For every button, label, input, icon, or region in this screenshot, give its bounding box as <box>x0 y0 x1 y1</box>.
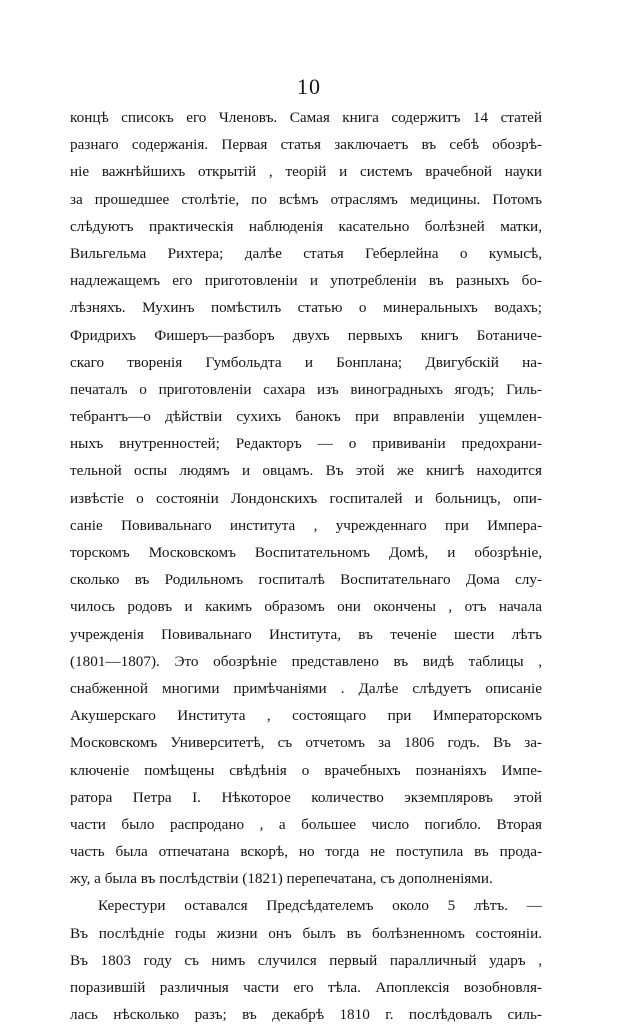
text-line: учрежденія Повивальнаго Института, въ теченіе шести лѣтъ <box>70 625 542 643</box>
text-line: надлежащемъ его приготовленіи и употребленіи въ разныхъ бо- <box>70 272 542 290</box>
text-line: поразившій различныя части его тѣла. Апоплексія возобновля- <box>70 979 542 996</box>
text-line: жу, а была въ послѣдствіи (1821) перепечатана, съ дополненіями. <box>70 870 493 888</box>
page-number: 10 <box>297 74 321 99</box>
text-line: лась нѣсколько разъ; въ декабрѣ 1810 г. послѣдовалъ силь- <box>70 1006 542 1024</box>
text-line: часть была отпечатана вскорѣ, но тогда не поступила въ прода- <box>70 843 542 861</box>
text-line: тельной оспы людямъ и овцамъ. Въ этой же книгѣ находится <box>70 462 542 480</box>
text-line: за прошедшее столѣтіе, по всѣмъ отраслямъ медицины. Потомъ <box>70 190 542 208</box>
text-line: концѣ списокъ его Членовъ. Самая книга содержитъ 14 статей <box>70 109 542 126</box>
text-line: снабженной многими примѣчаніями . Далѣе слѣдуетъ описаніе <box>70 679 542 697</box>
text-line: Вильгельма Рихтера; далѣе статья Геберлейна о кумысѣ, <box>70 244 542 262</box>
text-line: ратора Петра I. Нѣкоторое количество экземпляровъ этой <box>70 788 542 806</box>
text-line: сколько въ Родильномъ госпиталѣ Воспитательнаго Дома слу- <box>70 571 542 589</box>
text-line: чилось родовъ и какимъ образомъ они окончены , отъ начала <box>70 598 542 616</box>
text-line: разнаго содержанія. Первая статья заключаетъ въ себѣ обозрѣ- <box>70 136 542 154</box>
text-line: Керестури оставался Предсѣдателемъ около 5 лѣтъ. — <box>98 897 542 915</box>
text-line: Фридрихъ Фишеръ—разборъ двухъ первыхъ книгъ Ботаниче- <box>70 326 542 344</box>
text-line: ныхъ внутренностей; Редакторъ — о прививаніи предохрани- <box>70 435 542 453</box>
text-line: торскомъ Московскомъ Воспитательномъ Домѣ, и обозрѣніе, <box>70 544 542 561</box>
text-line: тебрантъ—о дѣйствіи сухихъ банокъ при вправленіи ущемлен- <box>70 408 542 426</box>
text-line: лѣзняхъ. Мухинъ помѣстилъ статью о минеральныхъ водахъ; <box>70 299 542 317</box>
text-line: Въ 1803 году съ нимъ случился первый паралличный ударъ , <box>70 951 542 969</box>
text-line: слѣдуютъ практическія наблюденія касательно болѣзней матки, <box>70 217 542 235</box>
text-line: ніе важнѣйшихъ открытій , теорій и системъ врачебной науки <box>70 163 542 181</box>
text-line: Въ послѣдніе годы жизни онъ былъ въ болѣзненномъ состояніи. <box>70 924 542 942</box>
text-line: Акушерскаго Института , состоящаго при Императорскомъ <box>70 707 542 725</box>
body-text <box>70 104 542 1028</box>
text-line: извѣстіе о состояніи Лондонскихъ госпиталей и больницъ, опи- <box>70 489 542 507</box>
text-line: Московскомъ Университетѣ, съ отчетомъ за 1806 годъ. Въ за- <box>70 734 542 752</box>
text-line: скаго творенія Гумбольдта и Бонплана; Двигубскій на- <box>70 353 542 371</box>
text-line: части было распродано , а большее число погибло. Вторая <box>70 815 542 833</box>
text-line: ключеніе помѣщены свѣдѣнія о врачебныхъ познаніяхъ Импе- <box>70 761 542 779</box>
text-line: саніе Повивальнаго института , учрежденнаго при Импера- <box>70 516 542 534</box>
text-line: (1801—1807). Это обозрѣніе представлено въ видѣ таблицы , <box>70 652 542 670</box>
text-line: печаталъ о приготовленіи сахара изъ виноградныхъ ягодъ; Гиль- <box>70 380 542 398</box>
